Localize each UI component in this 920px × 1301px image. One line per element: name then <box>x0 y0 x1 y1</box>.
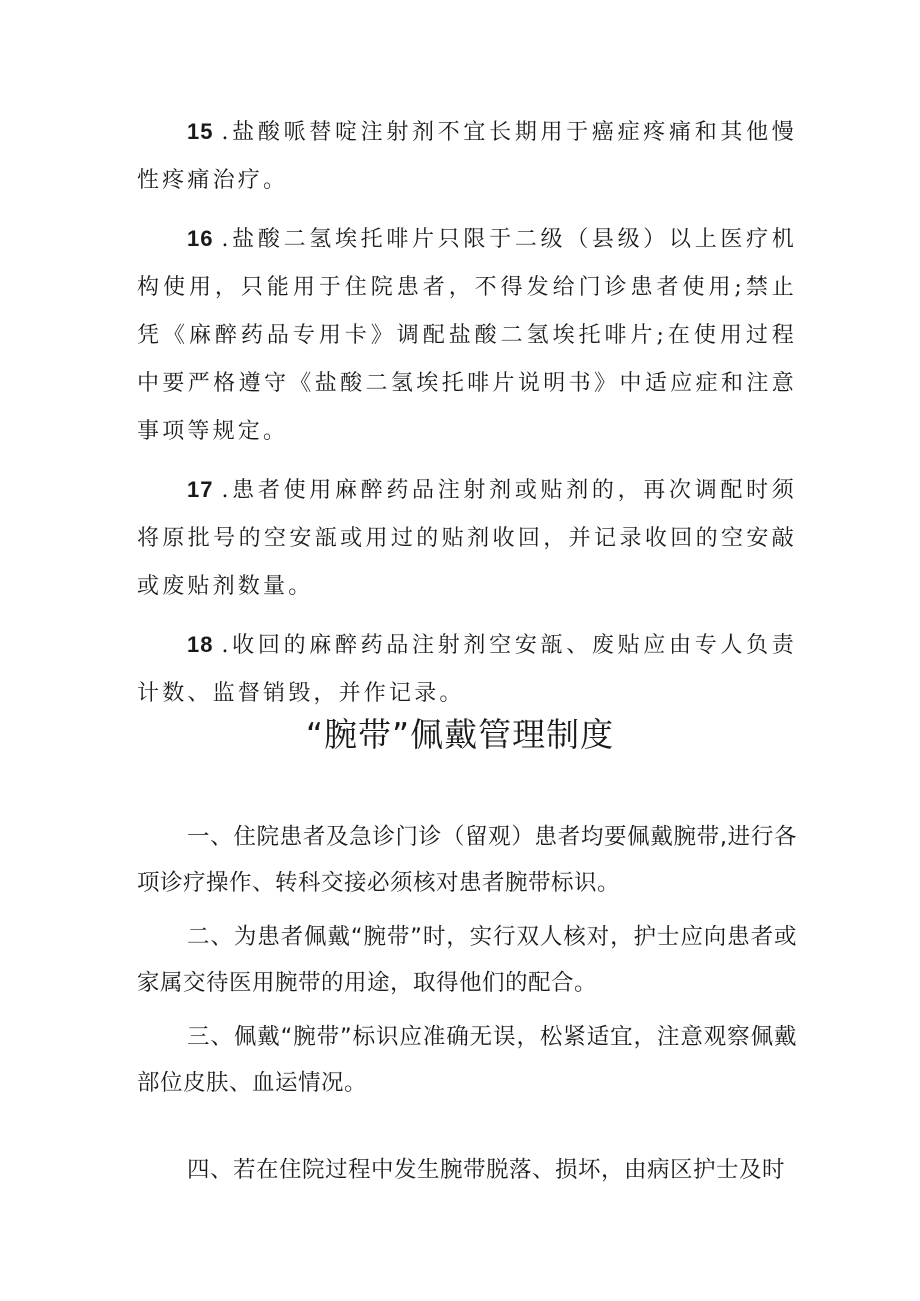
narcotic-rules-list <box>137 108 797 718</box>
item-number: 18 <box>187 632 214 657</box>
rule-paragraph-1: 一、住院患者及急诊门诊（留观）患者均要佩戴腕带,进行各项诊疗操作、转科交接必须核对患者腕带标识。 <box>137 824 797 896</box>
list-item-18 <box>137 621 797 718</box>
list-item-15 <box>137 108 797 205</box>
item-number: 17 <box>187 477 214 502</box>
item-number: 15 <box>187 119 214 144</box>
list-item-17 <box>137 466 797 611</box>
item-text: .收回的麻醉药品注射剂空安瓿、废贴应由专人负责计数、监督销毁，并作记录。 <box>137 633 797 706</box>
rule-paragraph-3: 三、佩戴“腕带”标识应准确无误，松紧适宜，注意观察佩戴部位皮肤、血运情况。 <box>137 1024 797 1096</box>
item-text: .盐酸二氢埃托啡片只限于二级（县级）以上医疗机构使用，只能用于住院患者，不得发给门诊患者使用;禁止凭《麻醉药品专用卡》调配盐酸二氢埃托啡片;在使用过程中要严格遵守《盐酸二氢埃托啡片说明书》中适应症和注意事项等规定。 <box>137 227 797 444</box>
item-text: .盐酸哌替啶注射剂不宜长期用于癌症疼痛和其他慢性疼痛治疗。 <box>137 120 797 193</box>
list-item-16 <box>137 215 797 456</box>
rule-paragraph-2: 二、为患者佩戴“腕带”时，实行双人核对，护士应向患者或家属交待医用腕带的用途，取得他们的配合。 <box>137 924 797 996</box>
item-number: 16 <box>187 226 214 251</box>
item-text: .患者使用麻醉药品注射剂或贴剂的，再次调配时须将原批号的空安瓿或用过的贴剂收回，并记录收回的空安敲或废贴剂数量。 <box>137 478 797 599</box>
wristband-rules-continued <box>137 1147 797 1201</box>
wristband-rules <box>137 814 797 1114</box>
rule-paragraph-4: 四、若在住院过程中发生腕带脱落、损坏，由病区护士及时 <box>187 1157 786 1183</box>
section-title: “腕带”佩戴管理制度 <box>305 715 615 754</box>
